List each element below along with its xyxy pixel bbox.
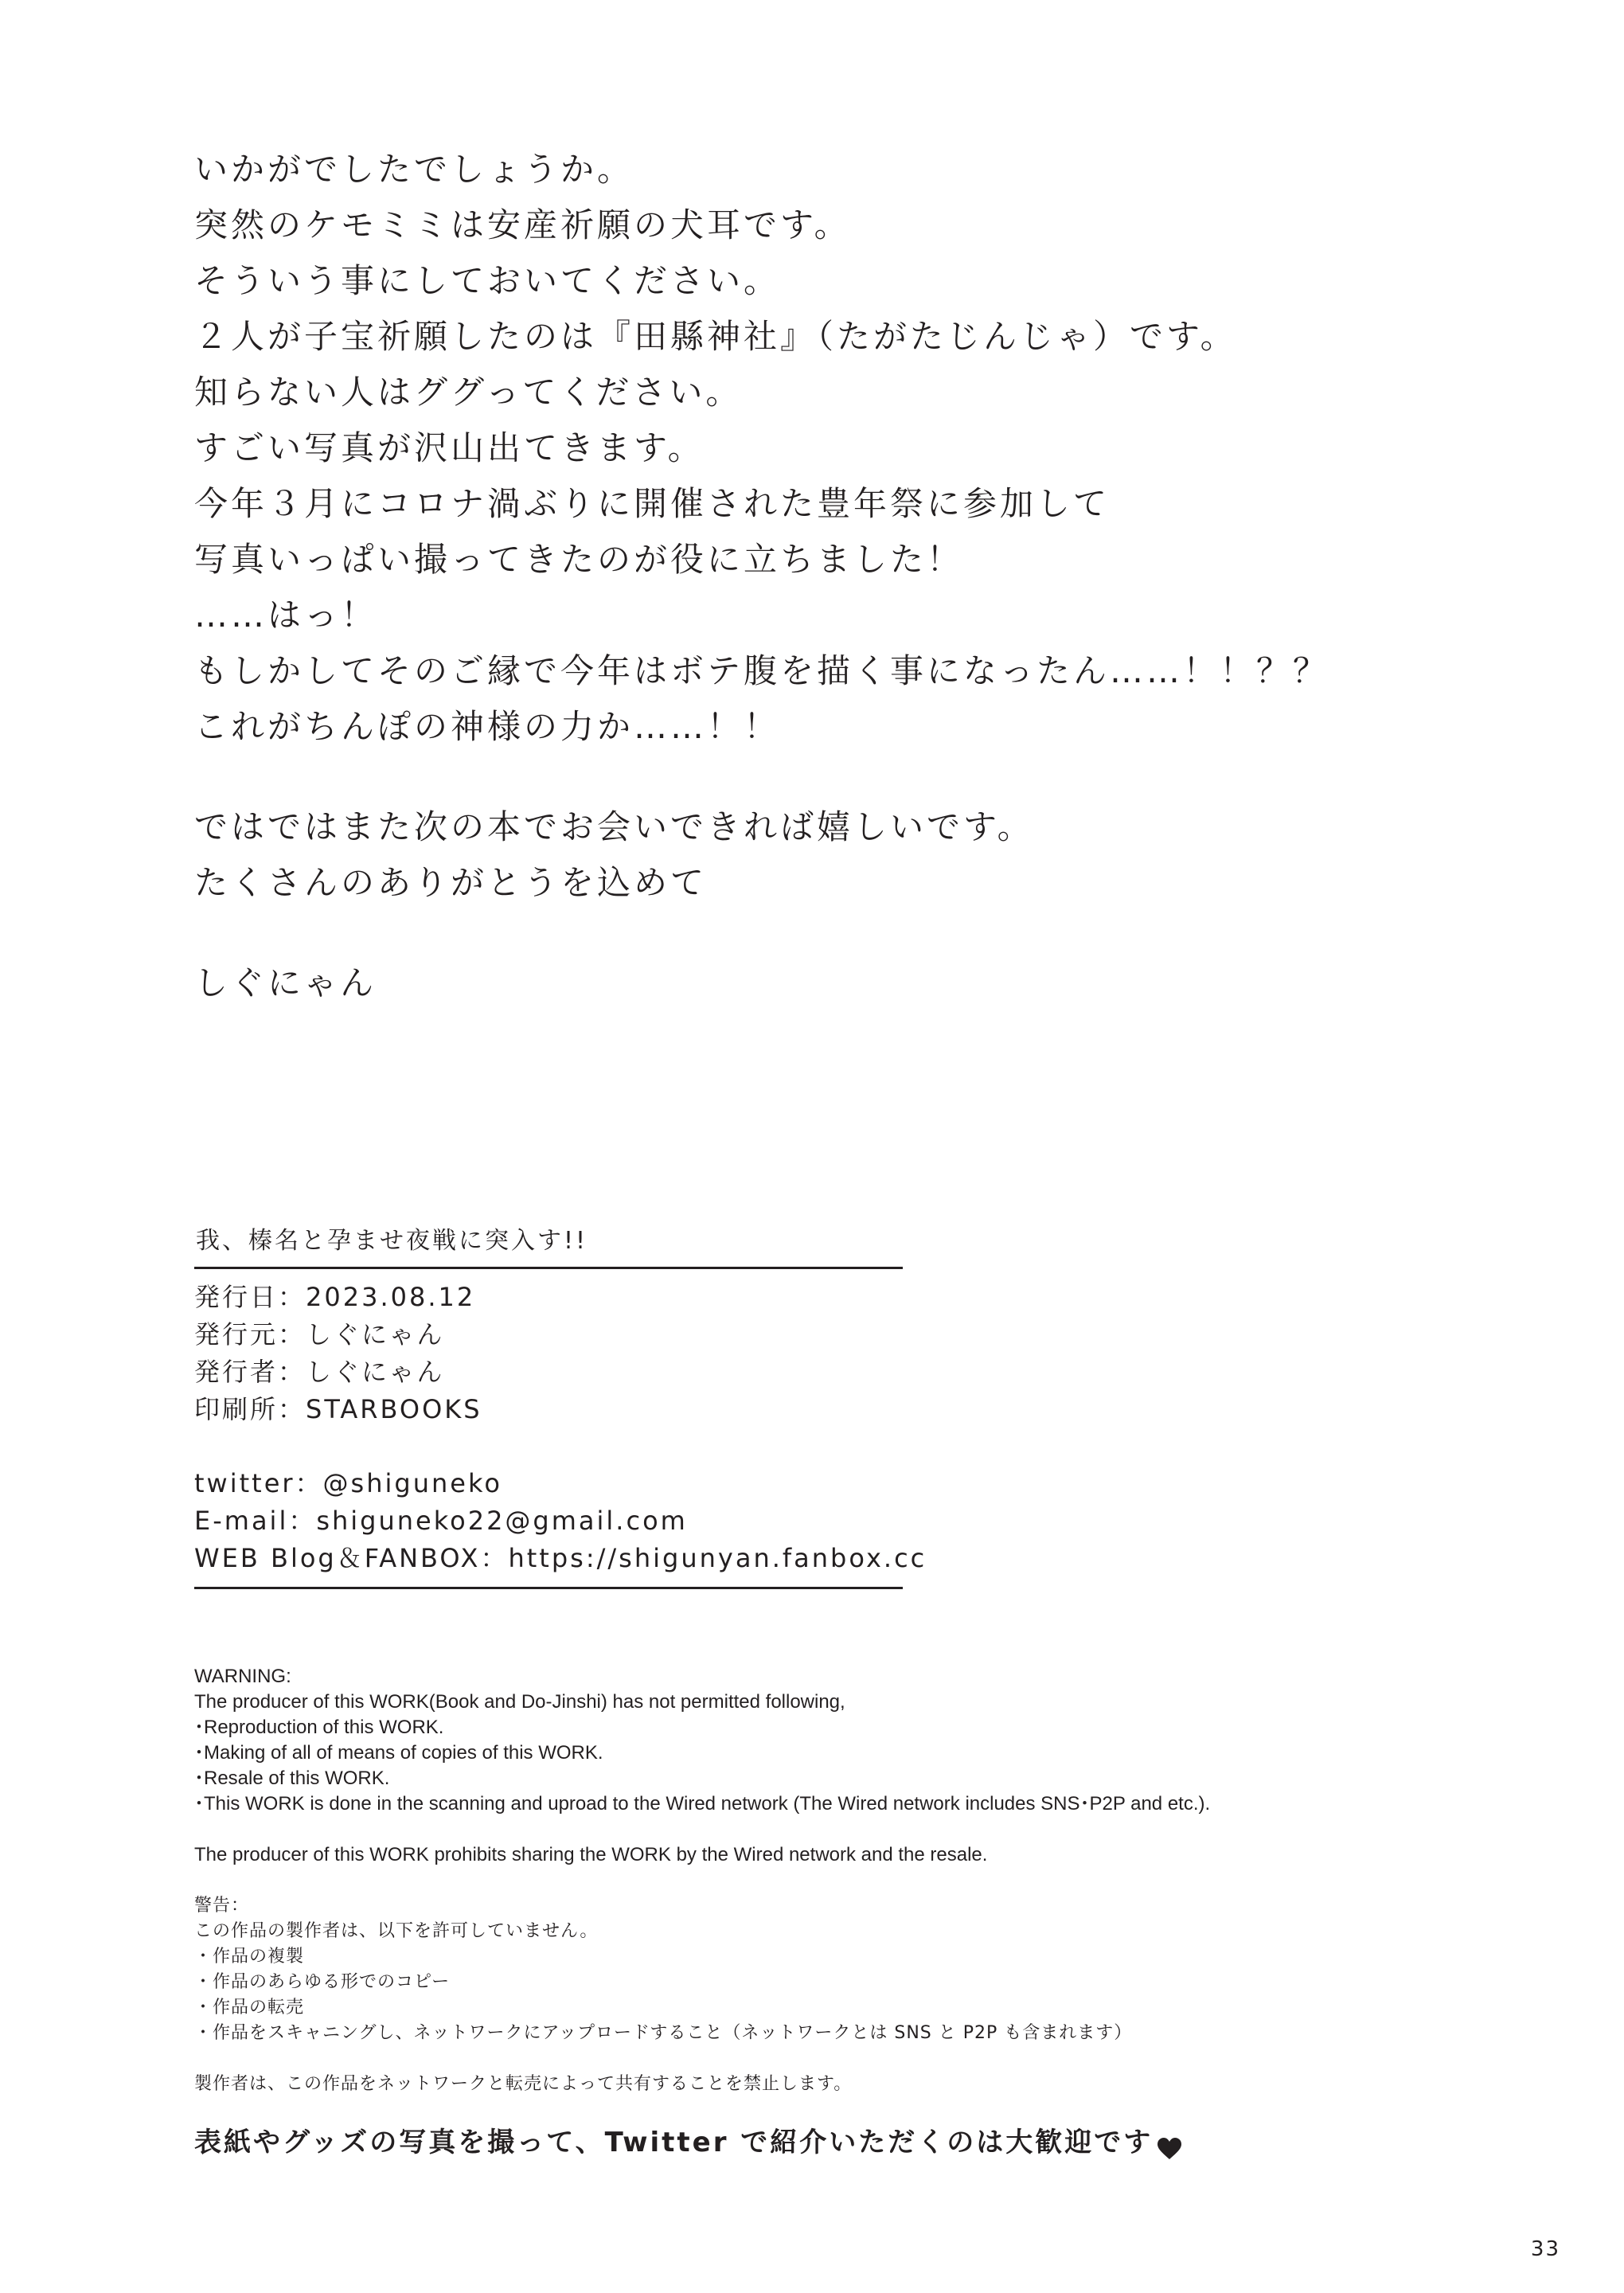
colophon-section — [194, 1222, 927, 1589]
publisher: 発行元：しぐにゃん — [194, 1319, 445, 1350]
warning-heading: WARNING: — [194, 1666, 291, 1687]
afterword-line: ２人が子宝祈願したのは『田縣神社』（たがたじんじゃ）です。 — [194, 317, 1237, 356]
warning-footer-jp: 製作者は、この作品をネットワークと転売によって共有することを禁止します。 — [194, 2074, 853, 2094]
afterword-line: すごい写真が沢山出てきます。 — [194, 428, 705, 467]
warning-item: ･This WORK is done in the scanning and uproad to the Wired network (The Wired network includes SNS･P2P and etc.). — [194, 1793, 1211, 1814]
author-signature: しぐにゃん — [194, 963, 377, 1002]
closing-message-text: 表紙やグッズの写真を撮って、Twitter で紹介いただくのは大歓迎です — [194, 2127, 1154, 2158]
afterword-line: 写真いっぱい撮ってきたのが役に立ちました！ — [194, 540, 964, 579]
afterword-line: もしかしてそのご縁で今年はボテ腹を描く事になったん……！！？？ — [194, 651, 1330, 690]
afterword-line: いかがでしたでしょうか。 — [194, 150, 634, 189]
afterword-line: これがちんぽの神様の力か……！！ — [194, 707, 781, 746]
afterword-line: 突然のケモミミは安産祈願の犬耳です。 — [194, 205, 851, 244]
heart-icon — [1157, 2131, 1181, 2154]
info-gap — [194, 1428, 903, 1465]
warning-section — [194, 1664, 1548, 2097]
paragraph-gap — [194, 911, 1468, 955]
printer: 印刷所：STARBOOKS — [194, 1394, 482, 1424]
web-blog-link: WEB Blog＆FANBOX：https://shigunyan.fanbox.cc — [194, 1543, 927, 1573]
publish-info — [194, 1279, 927, 1577]
divider-bottom — [194, 1587, 903, 1589]
warning-japanese — [194, 1893, 1548, 2097]
afterword-line: 今年３月にコロナ渦ぶりに開催された豊年祭に参加して — [194, 484, 1111, 523]
afterword-closing-line: ではではまた次の本でお会いできれば嬉しいです。 — [194, 807, 1034, 846]
issuer: 発行者：しぐにゃん — [194, 1357, 445, 1387]
warning-heading-jp: 警告： — [194, 1896, 250, 1916]
warning-item-jp: ・作品をスキャニングし、ネットワークにアップロードすること（ネットワークとは SNS と P2P も含まれます） — [194, 2023, 1133, 2043]
afterword-section — [194, 142, 1468, 1011]
warning-item: ･Making of all of means of copies of this WORK. — [194, 1742, 603, 1764]
divider-top — [194, 1267, 903, 1269]
warning-english — [194, 1664, 1548, 1868]
book-title: 我、榛名と孕ませ夜戦に突入す!! — [196, 1227, 588, 1255]
page-number: 33 — [1530, 2237, 1560, 2261]
warning-intro-jp: この作品の製作者は、以下を許可していません。 — [194, 1921, 599, 1941]
warning-item: ･Resale of this WORK. — [194, 1768, 390, 1789]
afterword-line: ……はっ！ — [194, 596, 378, 635]
warning-item-jp: ・作品の転売 — [194, 1998, 305, 2018]
afterword-line: そういう事にしておいてください。 — [194, 261, 781, 300]
warning-item-jp: ・作品のあらゆる形でのコピー — [194, 1972, 451, 1992]
afterword-line: 知らない人はググってください。 — [194, 373, 743, 412]
afterword-closing-line: たくさんのありがとうを込めて — [194, 863, 708, 902]
twitter-handle: twitter：@shiguneko — [194, 1468, 502, 1498]
paragraph-gap — [194, 755, 1468, 799]
warning-item-jp: ・作品の複製 — [194, 1947, 305, 1967]
publish-date: 発行日：2023.08.12 — [194, 1282, 476, 1312]
closing-message — [194, 2123, 1181, 2162]
warning-item: ･Reproduction of this WORK. — [194, 1717, 444, 1738]
warning-intro: The producer of this WORK(Book and Do-Jinshi) has not permitted following, — [194, 1691, 845, 1713]
warning-footer: The producer of this WORK prohibits sharing the WORK by the Wired network and the resale. — [194, 1844, 988, 1865]
email-address: E-mail：shiguneko22@gmail.com — [194, 1506, 688, 1536]
